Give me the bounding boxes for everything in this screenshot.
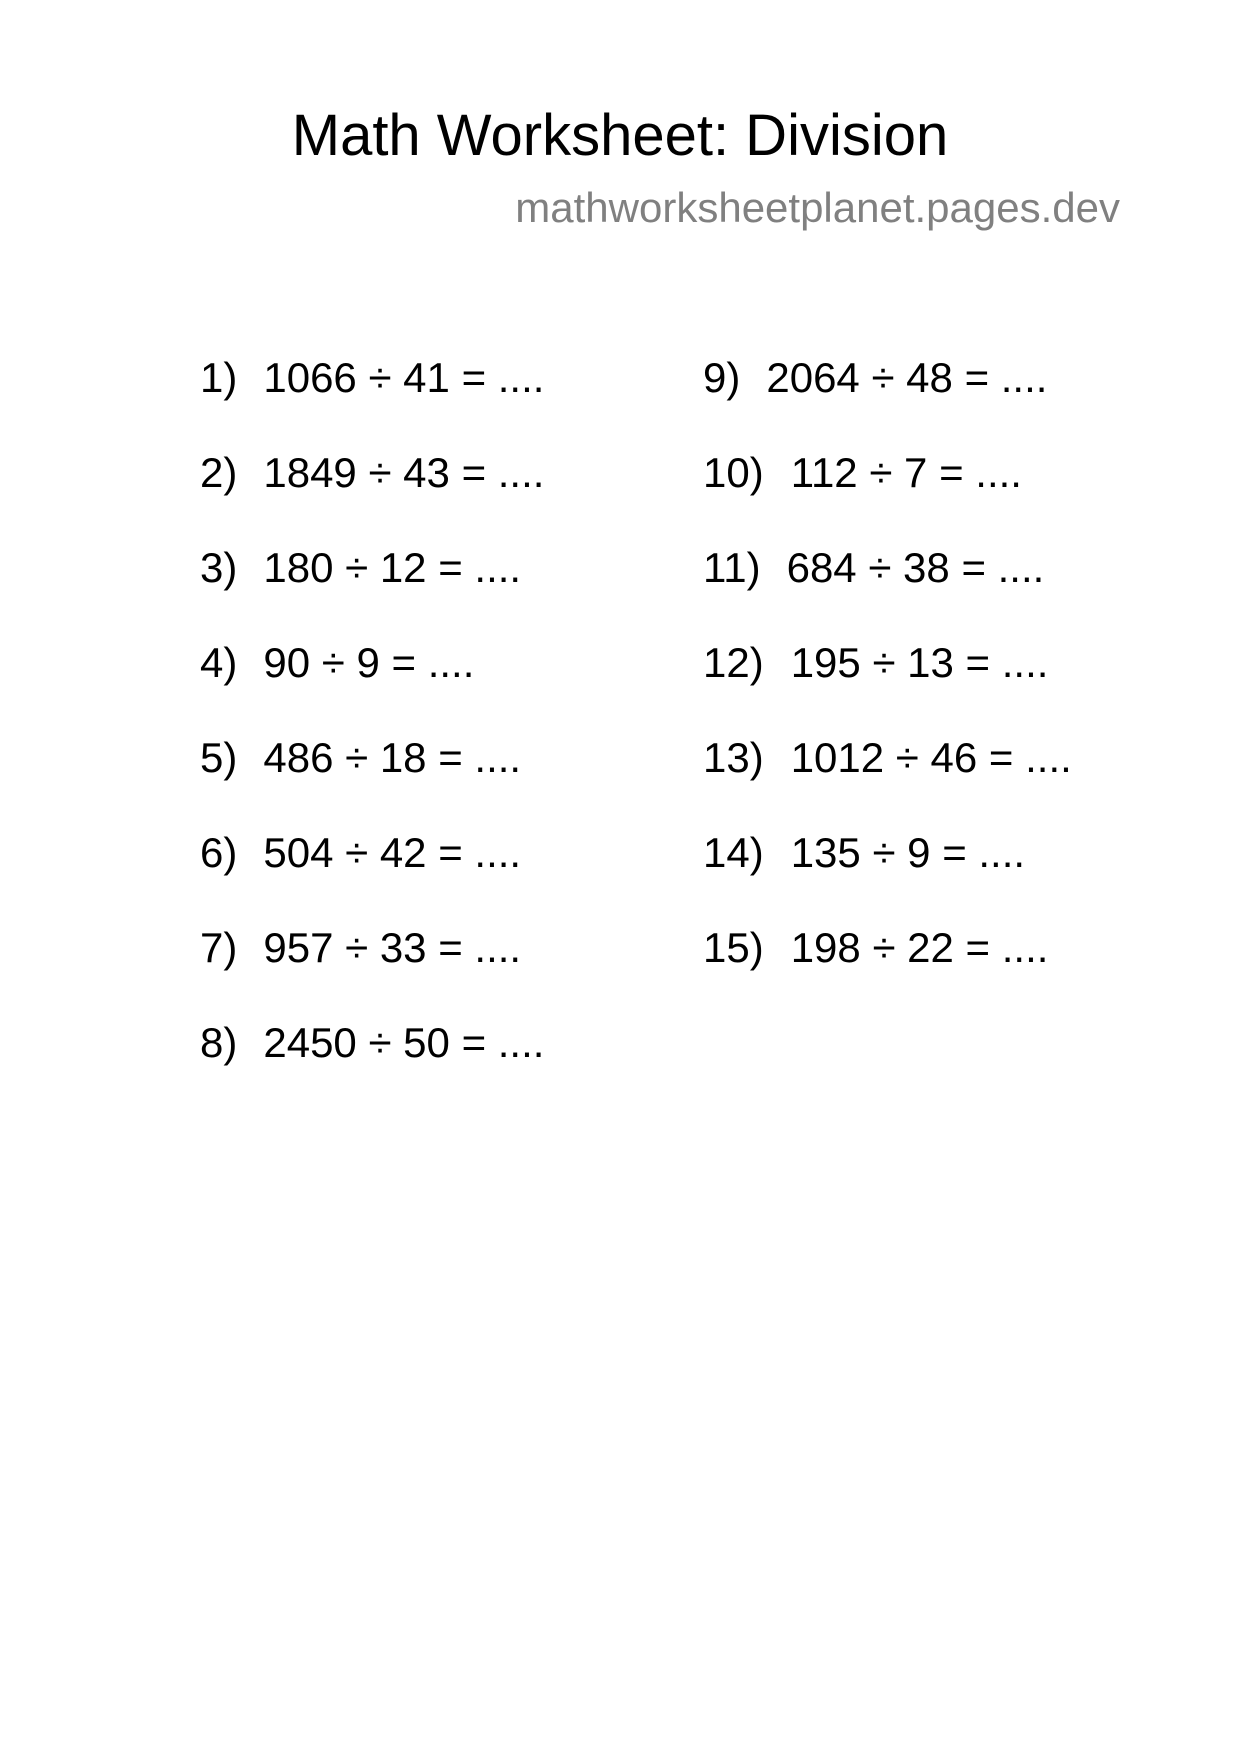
problem-item	[703, 823, 1072, 918]
problem-expression: 486 ÷ 18 = ....	[263, 734, 522, 781]
problem-item	[703, 728, 1072, 823]
problem-item	[200, 918, 544, 1013]
problem-number: 12)	[703, 639, 764, 686]
problem-item	[200, 728, 544, 823]
problem-expression: 1849 ÷ 43 = ....	[263, 449, 545, 496]
problem-number: 9)	[703, 354, 741, 401]
problem-number: 10)	[703, 449, 764, 496]
problem-expression: 2064 ÷ 48 = ....	[766, 354, 1048, 401]
problem-expression: 180 ÷ 12 = ....	[263, 544, 522, 591]
problem-item	[703, 443, 1072, 538]
problem-list-right	[703, 348, 1072, 1013]
problem-number: 1)	[200, 354, 238, 401]
problem-expression: 135 ÷ 9 = ....	[790, 829, 1026, 876]
problem-expression: 504 ÷ 42 = ....	[263, 829, 522, 876]
problem-item	[200, 1013, 544, 1108]
site-url: mathworksheetplanet.pages.dev	[515, 184, 1120, 231]
problem-expression: 112 ÷ 7 = ....	[790, 449, 1022, 496]
problem-expression: 1066 ÷ 41 = ....	[263, 354, 545, 401]
problem-expression: 1012 ÷ 46 = ....	[790, 734, 1072, 781]
page-title: Math Worksheet: Division	[291, 103, 949, 168]
problem-item	[200, 823, 544, 918]
problem-number: 4)	[200, 639, 238, 686]
problem-item	[200, 348, 544, 443]
problem-item	[200, 538, 544, 633]
problem-expression: 957 ÷ 33 = ....	[263, 924, 522, 971]
problem-expression: 684 ÷ 38 = ....	[786, 544, 1045, 591]
problem-expression: 2450 ÷ 50 = ....	[263, 1019, 545, 1066]
problem-list-left	[200, 348, 544, 1108]
problem-expression: 195 ÷ 13 = ....	[790, 639, 1049, 686]
problem-item	[200, 633, 544, 728]
problem-number: 2)	[200, 449, 238, 496]
problem-expression: 90 ÷ 9 = ....	[263, 639, 475, 686]
problem-item	[200, 443, 544, 538]
problem-number: 6)	[200, 829, 238, 876]
problem-item	[703, 918, 1072, 1013]
problem-number: 13)	[703, 734, 764, 781]
problem-number: 14)	[703, 829, 764, 876]
problem-number: 8)	[200, 1019, 238, 1066]
problem-number: 5)	[200, 734, 238, 781]
problem-number: 11)	[703, 544, 761, 591]
problem-number: 7)	[200, 924, 238, 971]
problem-item	[703, 348, 1072, 443]
problem-item	[703, 633, 1072, 728]
problem-number: 15)	[703, 924, 764, 971]
problem-item	[703, 538, 1072, 633]
problem-number: 3)	[200, 544, 238, 591]
problem-expression: 198 ÷ 22 = ....	[790, 924, 1049, 971]
